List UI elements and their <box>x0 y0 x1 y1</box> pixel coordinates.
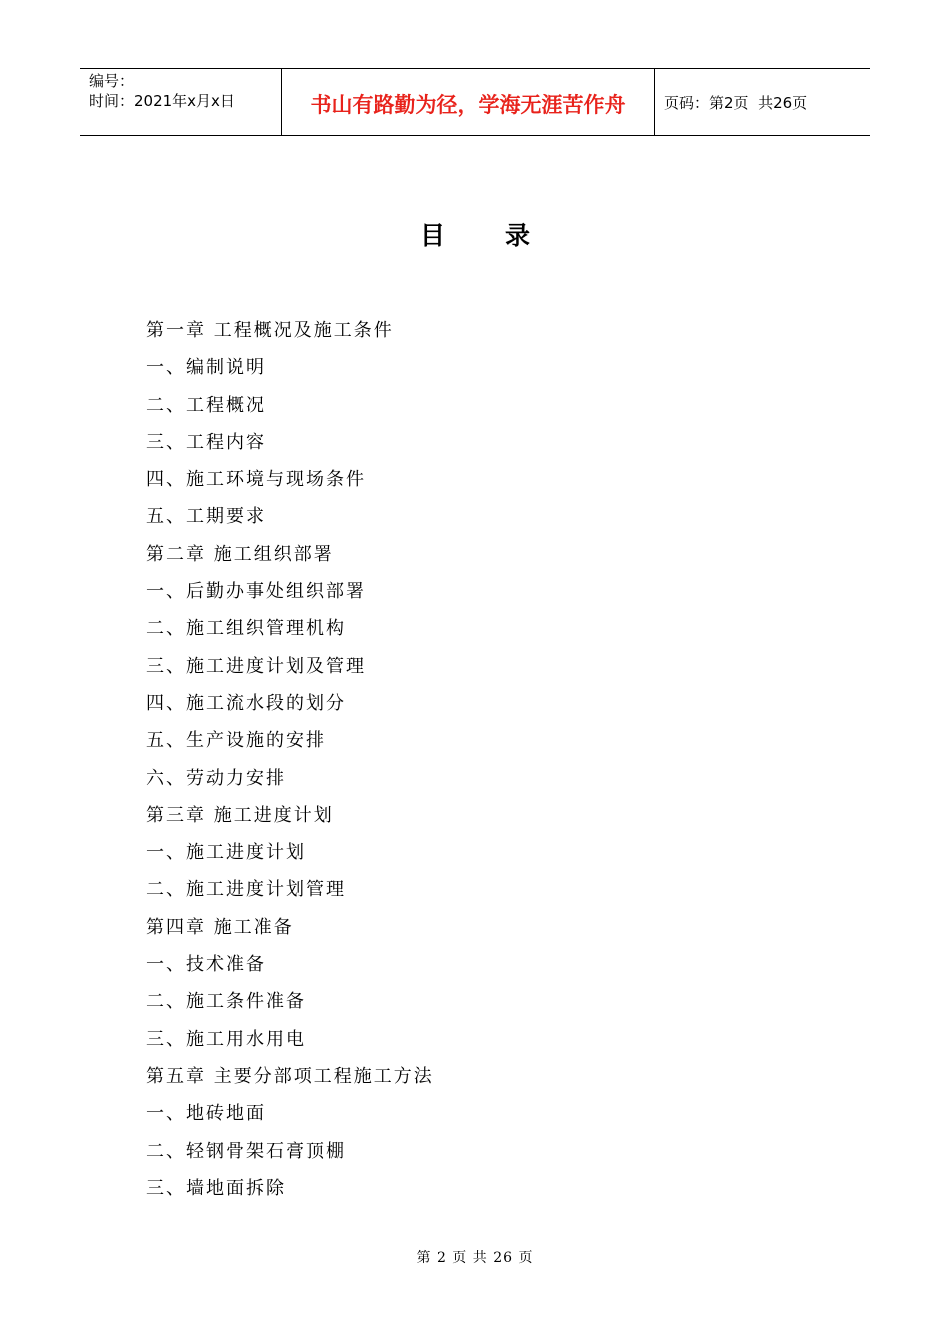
header-page-cell <box>655 69 870 135</box>
header-motto: 书山有路勤为径，学海无涯苦作舟 <box>310 93 626 117</box>
toc-item[interactable]: 三、墙地面拆除 <box>146 1177 286 1199</box>
toc-item[interactable]: 第四章 施工准备 <box>146 916 294 938</box>
toc-item[interactable]: 二、施工组织管理机构 <box>146 618 346 640</box>
toc-item[interactable]: 第三章 施工进度计划 <box>146 804 334 826</box>
header-meta-cell <box>80 69 282 135</box>
toc-item[interactable]: 一、施工进度计划 <box>146 842 306 864</box>
toc-item[interactable]: 三、工程内容 <box>146 431 266 453</box>
toc-item[interactable]: 二、轻钢骨架石膏顶棚 <box>146 1140 346 1162</box>
toc-item[interactable]: 三、施工用水用电 <box>146 1028 306 1050</box>
toc-title <box>0 216 950 252</box>
document-time-label: 时间：2021年x月x日 <box>89 92 235 110</box>
toc-item[interactable]: 五、工期要求 <box>146 506 266 528</box>
toc-item[interactable]: 第二章 施工组织部署 <box>146 543 334 565</box>
header-page-info: 页码：第2页 共26页 <box>664 93 808 112</box>
footer-page-number: 第 2 页 共 26 页 <box>416 1250 534 1266</box>
toc-list <box>146 318 434 1213</box>
toc-item[interactable]: 一、技术准备 <box>146 954 266 976</box>
toc-item[interactable]: 四、施工环境与现场条件 <box>146 469 366 491</box>
toc-item[interactable]: 二、工程概况 <box>146 394 266 416</box>
toc-item[interactable]: 一、编制说明 <box>146 357 266 379</box>
toc-item[interactable]: 一、地砖地面 <box>146 1103 266 1125</box>
toc-item[interactable]: 二、施工条件准备 <box>146 991 306 1013</box>
toc-item[interactable]: 六、劳动力安排 <box>146 767 286 789</box>
toc-item[interactable]: 三、施工进度计划及管理 <box>146 655 366 677</box>
page-footer <box>0 1247 950 1267</box>
toc-item[interactable]: 第一章 工程概况及施工条件 <box>146 320 394 341</box>
toc-item[interactable]: 五、生产设施的安排 <box>146 730 326 752</box>
toc-item[interactable]: 一、后勤办事处组织部署 <box>146 581 366 603</box>
header-motto-cell <box>282 69 655 135</box>
toc-title-right: 录 <box>505 221 531 250</box>
toc-item[interactable]: 四、施工流水段的划分 <box>146 692 346 714</box>
document-number-label: 编号： <box>89 72 135 90</box>
toc-item[interactable]: 二、施工进度计划管理 <box>146 879 346 901</box>
toc-item[interactable]: 第五章 主要分部项工程施工方法 <box>146 1065 434 1087</box>
document-header <box>80 68 870 136</box>
toc-title-left: 目 <box>419 221 445 250</box>
